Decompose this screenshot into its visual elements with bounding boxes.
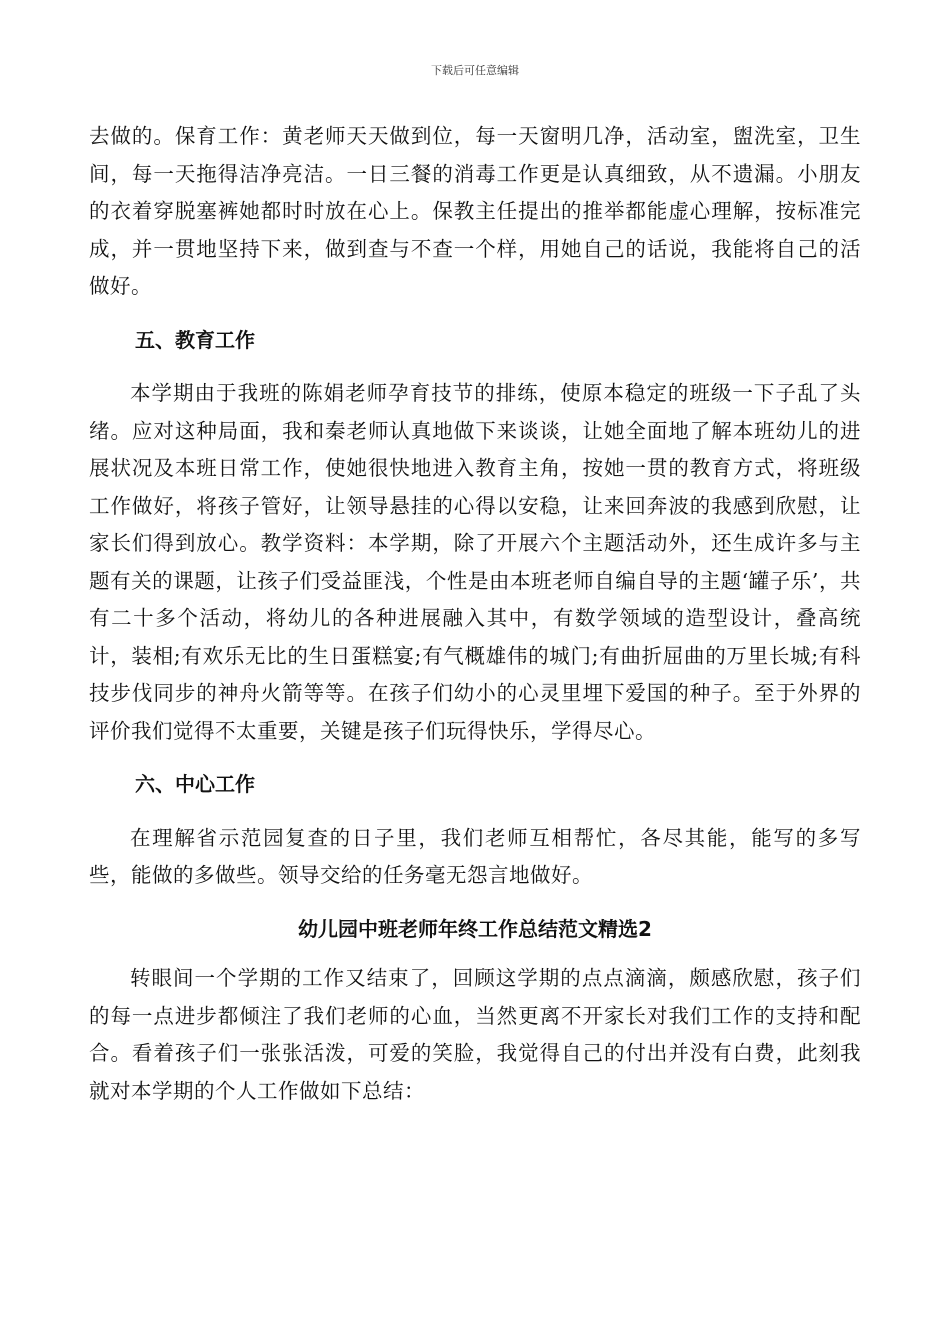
article-title: 幼儿园中班老师年终工作总结范文精选2 [298, 916, 652, 941]
section-heading-education: 五、教育工作 [135, 327, 255, 352]
page-header: 下载后可任意编辑 [431, 64, 519, 77]
paragraph-education: 本学期由于我班的陈娟老师孕育技节的排练，使原本稳定的班级一下子乱了头绪。应对这种局面，我和秦老师认真地做下来谈谈，让她全面地了解本班幼儿的进展状况及本班日常工作，使她很快地进入教育主角，按她一贯的教育方式，将班级工作做好，将孩子管好，让领导悬挂的心得以安稳，让来回奔波的我感到欣慰，让家长们得到放心。教学资料：本学期，除了开展六个主题活动外，还生成许多与主题有关的课题，让孩子们受益匪浅，个性是由本班老师自编自导的主题‘罐子乐’，共有二十多个活动，将幼儿的各种进展融入其中，有数学领域的造型设计，叠高统计，装相;有欢乐无比的生日蛋糕宴;有气概雄伟的城门;有曲折屈曲的万里长城;有科技步伐同步的神舟火箭等等。在孩子们幼小的心灵里埋下爱国的种子。至于外界的评价我们觉得不太重要，关键是孩子们玩得快乐，学得尽心。 [89, 381, 861, 743]
paragraph-central-work: 在理解省示范园复查的日子里，我们老师互相帮忙，各尽其能，能写的多写些，能做的多做些。领导交给的任务毫无怨言地做好。 [89, 825, 861, 887]
paragraph-intro: 去做的。保育工作：黄老师天天做到位，每一天窗明几净，活动室，盥洗室，卫生间，每一天拖得洁净亮洁。一日三餐的消毒工作更是认真细致，从不遗漏。小朋友的衣着穿脱塞裤她都时时放在心上。保教主任提出的推举都能虚心理解，按标准完成，并一贯地坚持下来，做到查与不查一个样，用她自己的话说，我能将自己的活做好。 [89, 124, 861, 298]
document-body [89, 118, 861, 1110]
section-heading-central-work: 六、中心工作 [135, 772, 255, 796]
paragraph-summary-intro: 转眼间一个学期的工作又结束了，回顾这学期的点点滴滴，颇感欣慰，孩子们的每一点进步都倾注了我们老师的心血，当然更离不开家长对我们工作的支持和配合。看着孩子们一张张活泼，可爱的笑脸，我觉得自己的付出并没有白费，此刻我就对本学期的个人工作做如下总结： [89, 966, 861, 1103]
